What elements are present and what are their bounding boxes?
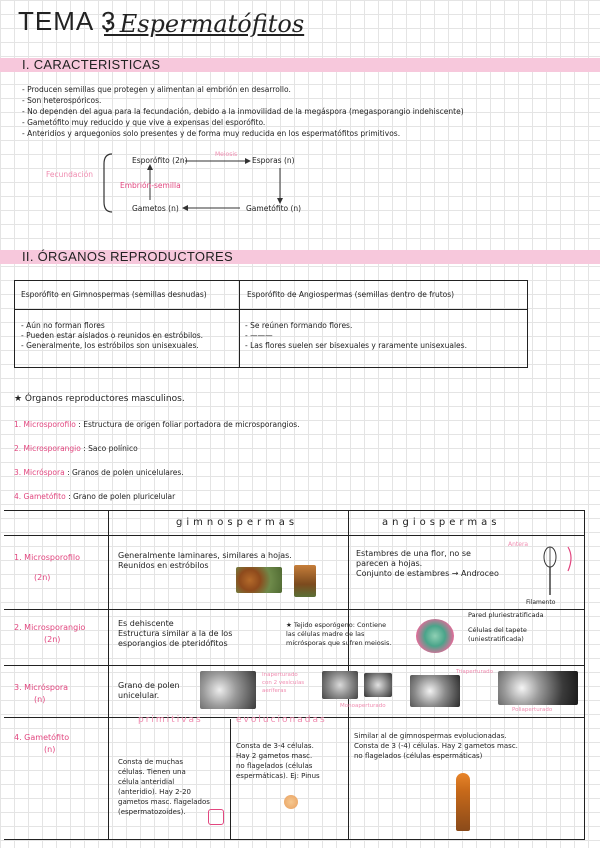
gimno-list <box>21 321 203 351</box>
organ-num: 2. <box>14 444 22 453</box>
section-title-caracteristicas: I. CARACTERISTICAS <box>22 57 161 72</box>
text-line: no flagelados (células <box>236 762 313 770</box>
text-line: Similar al de gimnospermas evolucionadas. <box>354 732 507 740</box>
text-line: Hay 2 gametos masc. <box>236 752 313 760</box>
text-line: Grano de polen <box>118 681 180 690</box>
text-line: Estambres de una flor, no se <box>356 549 471 558</box>
text-line: (uniestratificada) <box>468 635 524 643</box>
organ-term: Microsporofilo <box>23 420 76 429</box>
col-header-angiospermas: angiospermas <box>382 517 501 528</box>
cycle-esporofito: Esporófito (2n) <box>132 156 188 165</box>
row-ploidy: (2n) <box>44 635 61 644</box>
row-label-microsporangio: 2. Microsporangio <box>14 623 86 632</box>
list-item: - Anteridios y arquegonios solo presentes y de forma muy reducida en los espermatófitos primitivos. <box>22 129 401 138</box>
cycle-gametos: Gametos (n) <box>132 204 179 213</box>
gimno-note <box>262 671 304 695</box>
anther-section-image <box>416 619 454 653</box>
list-item: - Generalmente, los estróbilos son unisexuales. <box>21 341 199 350</box>
row-ploidy: (2n) <box>34 573 51 582</box>
organ-item <box>14 468 184 477</box>
list-item: - ——— <box>245 331 273 340</box>
stamen-sketch <box>532 541 582 603</box>
text-line: no flagelados (células espermáticas) <box>354 752 483 760</box>
angio-text <box>354 731 518 761</box>
pollen-photo-tri <box>410 675 460 707</box>
text-line: Consta de 3 (-4) células. Hay 2 gametos masc. <box>354 742 518 750</box>
organ-num: 1. <box>14 420 22 429</box>
list-item: - Producen semillas que protegen y alimentan al embrión en desarrollo. <box>22 85 291 94</box>
text-line: parecen a hojas. <box>356 559 423 568</box>
text-line: ★ Tejido esporógeno: Contiene <box>286 621 387 629</box>
text-line: Es dehiscente <box>118 619 174 628</box>
divider <box>239 281 240 367</box>
pollen-photo-gimno <box>200 671 256 709</box>
text-line: (espermatozoides). <box>118 808 186 816</box>
characteristics-list <box>22 84 464 139</box>
text-line: gametos masc. flagelados <box>118 798 210 806</box>
text-line: Estructura similar a la de los <box>118 629 233 638</box>
col-header-gimnospermas: gimnospermas <box>176 517 299 528</box>
organ-num: 4. <box>14 492 22 501</box>
primitivas-label: primitivas <box>138 715 203 725</box>
text-line: Generalmente laminares, similares a hojas. <box>118 551 292 560</box>
list-item: - Las flores suelen ser bisexuales y raramente unisexuales. <box>245 341 467 350</box>
divider <box>4 535 584 536</box>
text-line: Consta de muchas <box>118 758 183 766</box>
text-line: Reunidos en estróbilos <box>118 561 209 570</box>
text-line: Conjunto de estambres → Androceo <box>356 569 499 578</box>
pollen-photo-mono <box>322 671 358 699</box>
row-label-gametofito: 4. Gametófito <box>14 733 70 742</box>
text-line: Consta de 3-4 células. <box>236 742 314 750</box>
row-ploidy: (n) <box>44 745 56 754</box>
antera-label: Antera <box>508 541 529 548</box>
text-line: Células del tapete <box>468 626 527 634</box>
evolucionadas-label: evolucionadas <box>236 715 327 725</box>
organ-term: Micróspora <box>23 468 65 477</box>
organ-desc: : Estructura de origen foliar portadora de microsporangios. <box>78 420 300 429</box>
text-line: Inaperturado <box>262 672 298 678</box>
organ-term: Microsporangio <box>23 444 81 453</box>
list-item: - No dependen del agua para la fecundación, debido a la inmovilidad de la megáspora (megasporangio indehiscente) <box>22 107 464 116</box>
text-line: esporangios de pteridófitos <box>118 639 228 648</box>
text-line: unicelular. <box>118 691 160 700</box>
list-item: - Se reúnen formando flores. <box>245 321 353 330</box>
list-item: - Son heterospóricos. <box>22 96 102 105</box>
organ-item <box>14 420 300 429</box>
cycle-meiosis: Meiosis <box>215 151 238 158</box>
fecundacion-label: Fecundación <box>46 170 94 179</box>
angio-header: Esporófito de Angiospermas (semillas dentro de frutos) <box>247 290 455 299</box>
cone-photo <box>294 565 316 597</box>
text-line: Pared pluriestratificada <box>468 611 544 619</box>
comparison-table <box>4 510 585 840</box>
text-line: aeríferas <box>262 688 287 694</box>
row-ploidy: (n) <box>34 695 46 704</box>
divider <box>15 309 527 310</box>
page-title: TEMA 3 <box>18 6 117 36</box>
text-line: con 2 vesículas <box>262 680 305 686</box>
page-subtitle: : Espermatófitos <box>104 10 305 38</box>
text-line: célula anteridial <box>118 778 175 786</box>
life-cycle-diagram <box>40 150 340 220</box>
mono-label: Monoaperturado <box>340 703 386 709</box>
list-item: - Pueden estar aislados o reunidos en estróbilos. <box>21 331 204 340</box>
text-line: micrósporas que sufren meiosis. <box>286 639 392 647</box>
cycle-esporas: Esporas (n) <box>252 156 295 165</box>
section-title-organos: II. ÓRGANOS REPRODUCTORES <box>22 249 233 264</box>
sperm-sketch-box <box>208 809 224 825</box>
divider <box>4 665 584 666</box>
sporophyte-table <box>14 280 528 368</box>
angio-text <box>286 621 391 648</box>
strobilus-photo <box>236 567 282 593</box>
evol-text <box>236 741 320 781</box>
pollen-tube-image <box>284 795 298 809</box>
text-line: las células madre de las <box>286 630 365 638</box>
text-line: células. Tienen una <box>118 768 186 776</box>
organ-term: Gametófito <box>23 492 66 501</box>
angio-notes <box>468 611 544 644</box>
organ-desc: : Saco polínico <box>83 444 138 453</box>
list-item: - Gametófito muy reducido y que vive a expensas del esporófito. <box>22 118 266 127</box>
row-label-microspora: 3. Micróspora <box>14 683 69 692</box>
cycle-embrion: Embrión-semilla <box>120 181 181 190</box>
organ-item <box>14 492 175 501</box>
pollen-photo-mono-2 <box>364 673 392 697</box>
pollen-tube-photo <box>456 773 470 831</box>
organ-desc: : Grano de polen pluricelular <box>68 492 176 501</box>
list-item: - Aún no forman flores <box>21 321 105 330</box>
angio-list <box>245 321 467 351</box>
row-label-microsporofilo: 1. Microsporofilo <box>14 553 81 562</box>
text-line: espermáticas). Ej: Pinus <box>236 772 320 780</box>
filamento-label: Filamento <box>526 599 556 606</box>
pollen-photo-poly <box>498 671 578 705</box>
organ-num: 3. <box>14 468 22 477</box>
cycle-gametofito: Gametófito (n) <box>246 204 302 213</box>
organs-heading: ★ Órganos reproductores masculinos. <box>14 394 185 404</box>
organ-desc: : Granos de polen unicelulares. <box>67 468 184 477</box>
divider <box>108 511 109 839</box>
divider <box>230 719 231 839</box>
prim-text <box>118 757 210 817</box>
poly-label: Poliaperturado <box>512 707 553 713</box>
organ-item <box>14 444 138 453</box>
angio-text <box>356 549 499 579</box>
gimno-text <box>118 681 180 701</box>
gimno-header: Esporófito en Gimnospermas (semillas desnudas) <box>21 290 207 299</box>
text-line: (anteridio). Hay 2-20 <box>118 788 191 796</box>
tri-label: Triaperturado <box>456 669 493 675</box>
gimno-text <box>118 619 232 649</box>
